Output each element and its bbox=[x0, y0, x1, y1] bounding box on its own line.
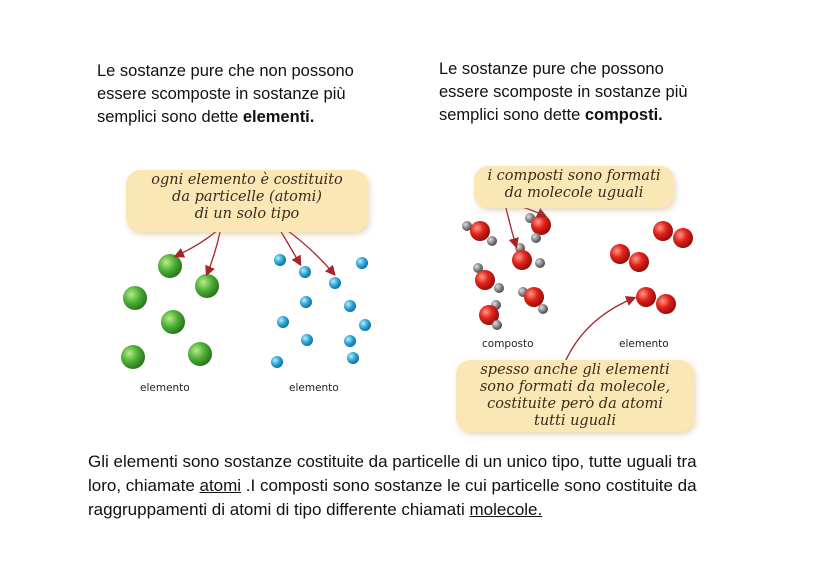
gray-atom bbox=[538, 304, 548, 314]
caption-blue-atoms: elemento bbox=[289, 382, 339, 394]
arrow bbox=[207, 232, 220, 274]
blue-atom bbox=[359, 319, 371, 331]
red-atom bbox=[636, 287, 656, 307]
callout-line: sono formati da molecole, bbox=[479, 379, 671, 395]
gray-atom bbox=[494, 283, 504, 293]
compound-molecules bbox=[462, 213, 551, 330]
green-atom bbox=[161, 310, 185, 334]
caption-element-molecules: elemento bbox=[619, 338, 669, 350]
summary-line-3 bbox=[88, 498, 768, 522]
callout-line: i composti sono formati bbox=[487, 168, 661, 184]
water-molecule bbox=[525, 213, 551, 243]
summary-line-2 bbox=[88, 474, 768, 498]
callout-line: tutti uguali bbox=[534, 413, 616, 429]
blue-atom bbox=[271, 356, 283, 368]
red-atom bbox=[512, 250, 532, 270]
blue-atom bbox=[277, 316, 289, 328]
red-atom bbox=[470, 221, 490, 241]
atomi-link[interactable]: atomi bbox=[199, 476, 242, 495]
callout-line: costituite però da atomi bbox=[487, 396, 663, 412]
blue-atom bbox=[300, 296, 312, 308]
callout-line: da molecole uguali bbox=[504, 185, 644, 201]
green-atoms bbox=[121, 254, 219, 369]
elements-line-1: Le sostanze pure che non possono bbox=[97, 62, 354, 80]
blue-atom bbox=[344, 335, 356, 347]
elements-line-2: essere scomposte in sostanze più bbox=[97, 85, 346, 103]
summary-line-2-rest: .I composti sono sostanze le cui particelle sono costituite da bbox=[241, 476, 697, 495]
red-atom bbox=[524, 287, 544, 307]
blue-atom bbox=[301, 334, 313, 346]
element-callout bbox=[126, 170, 368, 232]
blue-atom bbox=[299, 266, 311, 278]
green-atom bbox=[121, 345, 145, 369]
green-atom bbox=[123, 286, 147, 310]
compound-callout bbox=[474, 166, 674, 208]
blue-atom bbox=[329, 277, 341, 289]
compounds-line-2: essere scomposte in sostanze più bbox=[439, 83, 688, 101]
compounds-line-1: Le sostanze pure che possono bbox=[439, 60, 664, 78]
caption-compound: composto bbox=[482, 338, 534, 350]
callout-line: da particelle (atomi) bbox=[172, 189, 322, 205]
green-atom bbox=[158, 254, 182, 278]
summary-paragraph bbox=[88, 450, 768, 522]
gray-atom bbox=[492, 320, 502, 330]
red-atom bbox=[656, 294, 676, 314]
blue-atom bbox=[347, 352, 359, 364]
water-molecule bbox=[479, 300, 502, 330]
water-molecule bbox=[518, 287, 548, 314]
arrow bbox=[565, 298, 634, 362]
caption-green-atoms: elemento bbox=[140, 382, 190, 394]
o2-molecule bbox=[636, 287, 676, 314]
water-molecule bbox=[462, 221, 497, 246]
elements-term: elementi. bbox=[242, 108, 315, 126]
callout-line: ogni elemento è costituito bbox=[151, 172, 343, 188]
callout-line: di un solo tipo bbox=[194, 206, 300, 222]
gray-atom bbox=[531, 233, 541, 243]
elements-line-3-prefix: semplici sono dette bbox=[97, 108, 243, 126]
gray-atom bbox=[487, 236, 497, 246]
red-atom bbox=[653, 221, 673, 241]
blue-atom bbox=[344, 300, 356, 312]
arrow bbox=[284, 228, 334, 274]
summary-line-2-prefix: loro, chiamate bbox=[88, 476, 200, 495]
element-molecules bbox=[610, 221, 693, 314]
arrows-element bbox=[176, 228, 334, 274]
red-atom bbox=[531, 215, 551, 235]
summary-line-3-prefix: raggruppamenti di atomi di tipo differente chiamati bbox=[88, 500, 470, 519]
molecules-callout bbox=[456, 360, 694, 432]
molecole-link[interactable]: molecole. bbox=[469, 500, 543, 519]
blue-atoms bbox=[271, 254, 371, 368]
gray-atom bbox=[535, 258, 545, 268]
water-molecule bbox=[512, 243, 545, 270]
compounds-line-3-prefix: semplici sono dette bbox=[439, 106, 585, 124]
summary-line-1: Gli elementi sono sostanze costituite da particelle di un unico tipo, tutte uguali tra bbox=[88, 452, 697, 471]
compounds-term: composti. bbox=[584, 106, 663, 124]
green-atom bbox=[195, 274, 219, 298]
red-atom bbox=[610, 244, 630, 264]
arrow bbox=[505, 204, 516, 246]
o2-molecule bbox=[610, 244, 649, 272]
blue-atom bbox=[356, 257, 368, 269]
red-atom bbox=[475, 270, 495, 290]
o2-molecule bbox=[653, 221, 693, 248]
blue-atom bbox=[274, 254, 286, 266]
green-atom bbox=[188, 342, 212, 366]
callout-line: spesso anche gli elementi bbox=[480, 362, 670, 378]
water-molecule bbox=[473, 263, 504, 293]
red-atom bbox=[629, 252, 649, 272]
red-atom bbox=[673, 228, 693, 248]
arrow bbox=[176, 230, 218, 256]
